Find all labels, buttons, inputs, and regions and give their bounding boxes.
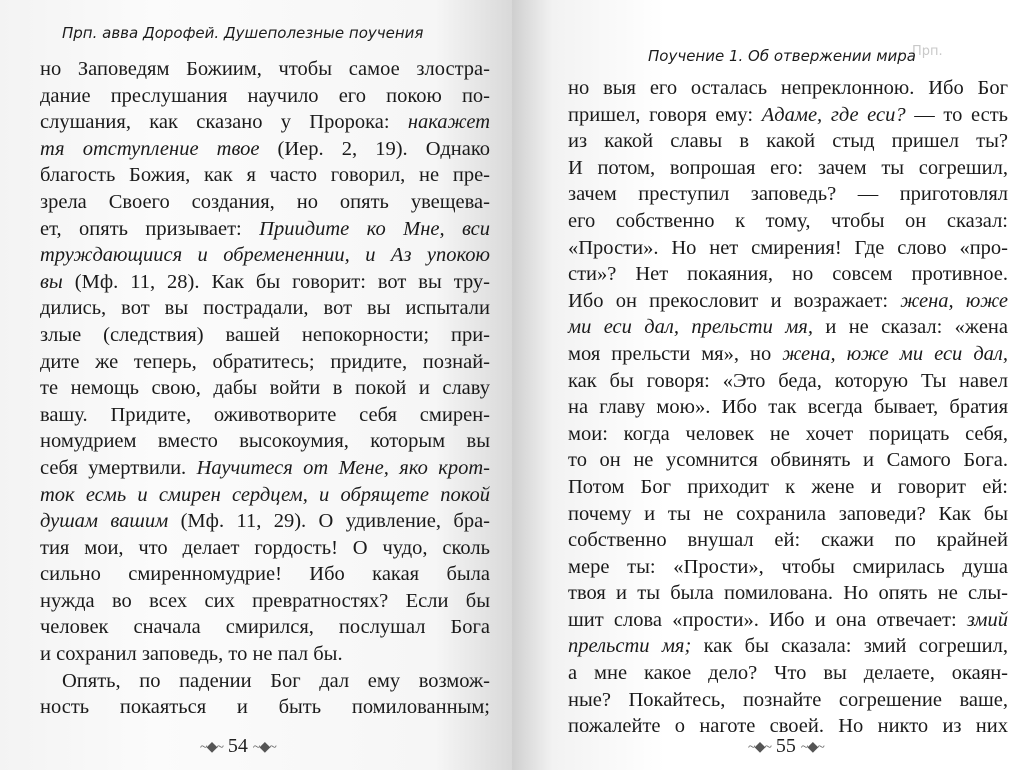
text-line	[568, 314, 1008, 341]
text-run: — то есть	[905, 103, 1009, 126]
italic-quote: ток есмь и смирен сердцем, и обрящете покой	[40, 483, 490, 506]
text-line	[40, 482, 490, 509]
text-line	[40, 561, 490, 588]
right-running-head: Поучение 1. Об отвержении мира	[648, 47, 916, 65]
text-run: слушания, как сказано у Пророка:	[40, 111, 408, 134]
text-line	[568, 474, 1008, 501]
right-page-number: 55	[775, 735, 796, 757]
text-run: злые (следствия) вашей непокорности; при-	[40, 323, 490, 346]
text-line	[40, 242, 490, 269]
text-line	[568, 341, 1008, 368]
text-line	[568, 368, 1008, 395]
text-line	[568, 660, 1008, 687]
text-line	[568, 102, 1008, 129]
text-line	[40, 668, 490, 695]
text-run: «Прости». Но нет смирения! Где слово «про-	[568, 236, 1008, 259]
left-page-number: 54	[227, 735, 248, 757]
text-run: номудрием вместо высокоумия, которым вы	[40, 430, 490, 453]
text-line	[40, 614, 490, 641]
text-run: шит слова «прости». Ибо и она отвечает:	[568, 608, 967, 631]
text-run: сти»? Нет покаяния, но совсем противное.	[568, 263, 1008, 286]
left-ornament-left: ~◆~	[200, 739, 223, 755]
text-run: как бы сказала: змий согрешил,	[691, 635, 1008, 658]
text-run: дились, вот вы пострадали, вот вы испытали	[40, 297, 490, 320]
text-line	[568, 75, 1008, 102]
text-run: человек сначала смирился, послушал Бога	[40, 616, 490, 639]
text-run: себя умертвили.	[40, 456, 197, 479]
text-line	[40, 136, 490, 163]
text-line	[40, 428, 490, 455]
text-line	[568, 501, 1008, 528]
text-run: Опять, по падении Бог дал ему возмож-	[62, 669, 490, 692]
show-through-text: Прп.	[912, 44, 943, 59]
right-ornament-left: ~◆~	[748, 739, 771, 755]
text-line	[40, 402, 490, 429]
italic-quote: жена, юже ми еси дал,	[782, 342, 1008, 365]
text-run: мере ты: «Прости», чтобы смирилась душа	[568, 555, 1008, 578]
text-run: нужда во всех сих превратностях? Если бы	[40, 589, 490, 612]
text-run: Ибо он прекословит и возражает:	[568, 289, 901, 312]
text-line	[40, 269, 490, 296]
text-line	[568, 261, 1008, 288]
text-run: ность покаяться и быть помилованным;	[40, 696, 490, 719]
italic-quote: вы	[40, 270, 63, 293]
right-page-text	[568, 75, 1008, 740]
text-line	[40, 83, 490, 110]
text-run: собственно внушал ей: скажи по крайней	[568, 529, 1008, 552]
text-line	[40, 641, 490, 668]
right-page	[512, 0, 1020, 770]
text-line	[568, 421, 1008, 448]
text-run: (Мф. 11, 29). О удивление, бра-	[168, 510, 491, 533]
text-run: ет, опять призывает:	[40, 217, 260, 240]
text-run: И потом, вопрошая его: зачем ты согрешил,	[568, 156, 1008, 179]
text-run: вашу. Придите, оживотворите себя смирен-	[40, 403, 490, 426]
right-ornament-right: ~◆~	[800, 739, 824, 755]
italic-quote: Научитеся от Мене, яко крот-	[196, 456, 490, 479]
text-run: то он не усомнится обвинять и Самого Бога.	[568, 449, 1008, 472]
text-run: как бы говоря: «Это беда, которую Ты навел	[568, 369, 1008, 392]
text-run: сильно смиренномудрие! Ибо какая была	[40, 563, 490, 586]
text-line	[40, 189, 490, 216]
text-run: те немощь свою, дабы войти в покой и славу	[40, 377, 490, 400]
text-line	[40, 349, 490, 376]
text-run: почему и ты не сохранила заповеди? Как бы	[568, 502, 1008, 525]
italic-quote: ми еси дал, прельсти мя,	[568, 316, 813, 339]
text-line	[568, 554, 1008, 581]
text-line	[40, 109, 490, 136]
text-line	[40, 375, 490, 402]
text-run: но выя его осталась непреклонною. Ибо Бог	[568, 77, 1008, 99]
text-line	[568, 580, 1008, 607]
text-run: и не сказал: «жена	[812, 316, 1008, 339]
text-line	[568, 155, 1008, 182]
italic-quote: Приидите ко Мне, вси	[259, 217, 490, 240]
text-line	[40, 508, 490, 535]
text-line	[568, 527, 1008, 554]
text-line	[40, 295, 490, 322]
text-run: из какой славы в какой стыд пришел ты?	[568, 130, 1008, 153]
right-page-folio	[748, 735, 824, 758]
text-line	[568, 633, 1008, 660]
text-line	[40, 322, 490, 349]
italic-quote: тя отступление твое	[40, 137, 260, 160]
text-run: зачем преступил заповедь? — приготовлял	[568, 183, 1008, 206]
text-line	[40, 694, 490, 721]
text-run: (Мф. 11, 28). Как бы говорит: вот вы тру-	[62, 270, 490, 293]
italic-quote: труждающиися и обремененнии, и Аз упокою	[40, 244, 490, 267]
left-page-text	[40, 56, 490, 721]
text-run: ные? Покайтесь, познайте согрешение ваше,	[568, 688, 1008, 711]
text-line	[568, 208, 1008, 235]
text-run: дите же теперь, обратитесь; придите, познай-	[40, 350, 490, 373]
text-run: и сохранил заповедь, то не пал бы.	[40, 643, 343, 666]
text-run: Потом Бог приходит к жене и говорит ей:	[568, 475, 1008, 498]
left-running-head: Прп. авва Дорофей. Душеполезные поучения	[62, 24, 424, 42]
text-run: пожалейте о наготе своей. Но никто из них	[568, 715, 1008, 738]
text-line	[40, 588, 490, 615]
text-line	[568, 447, 1008, 474]
text-line	[568, 128, 1008, 155]
italic-quote: прельсти мя;	[568, 635, 692, 658]
text-line	[40, 162, 490, 189]
text-line	[568, 288, 1008, 315]
text-line	[40, 455, 490, 482]
italic-quote: накажет	[407, 111, 490, 134]
text-run: зрела Своего создания, но опять увещева-	[40, 190, 490, 213]
text-run: моя прельсти мя», но	[568, 342, 783, 365]
text-run: мои: когда человек не хочет порицать себя,	[568, 422, 1008, 445]
text-run: тия мои, что делает гордость! О чудо, сколь	[40, 536, 490, 559]
text-line	[568, 235, 1008, 262]
text-line	[40, 535, 490, 562]
text-run: (Иер. 2, 19). Однако	[259, 137, 490, 160]
text-line	[568, 181, 1008, 208]
text-line	[40, 56, 490, 83]
left-page-folio	[200, 735, 276, 758]
text-run: его собственно к тому, чтобы он сказал:	[568, 209, 1008, 232]
text-run: а мне какое дело? Что вы делаете, окаян-	[568, 662, 1008, 685]
left-ornament-right: ~◆~	[252, 739, 276, 755]
text-line	[568, 394, 1008, 421]
text-run: благость Божия, как я часто говорил, не пре-	[40, 164, 490, 187]
text-run: но Заповедям Божиим, чтобы самое злостра-	[40, 58, 490, 80]
text-line	[568, 607, 1008, 634]
text-line	[40, 216, 490, 243]
text-run: твоя и ты была помилована. Но опять не слы-	[568, 582, 1008, 605]
italic-quote: душам вашим	[40, 510, 169, 533]
text-run: дание преслушания научило его покою по-	[40, 84, 490, 107]
italic-quote: змий	[966, 608, 1008, 631]
italic-quote: жена, юже	[900, 289, 1008, 312]
italic-quote: Адаме, где еси?	[761, 103, 906, 126]
text-line	[568, 687, 1008, 714]
text-run: на главу мою». Ибо так всегда бывает, братия	[568, 396, 1008, 419]
text-run: пришел, говоря ему:	[568, 103, 762, 126]
